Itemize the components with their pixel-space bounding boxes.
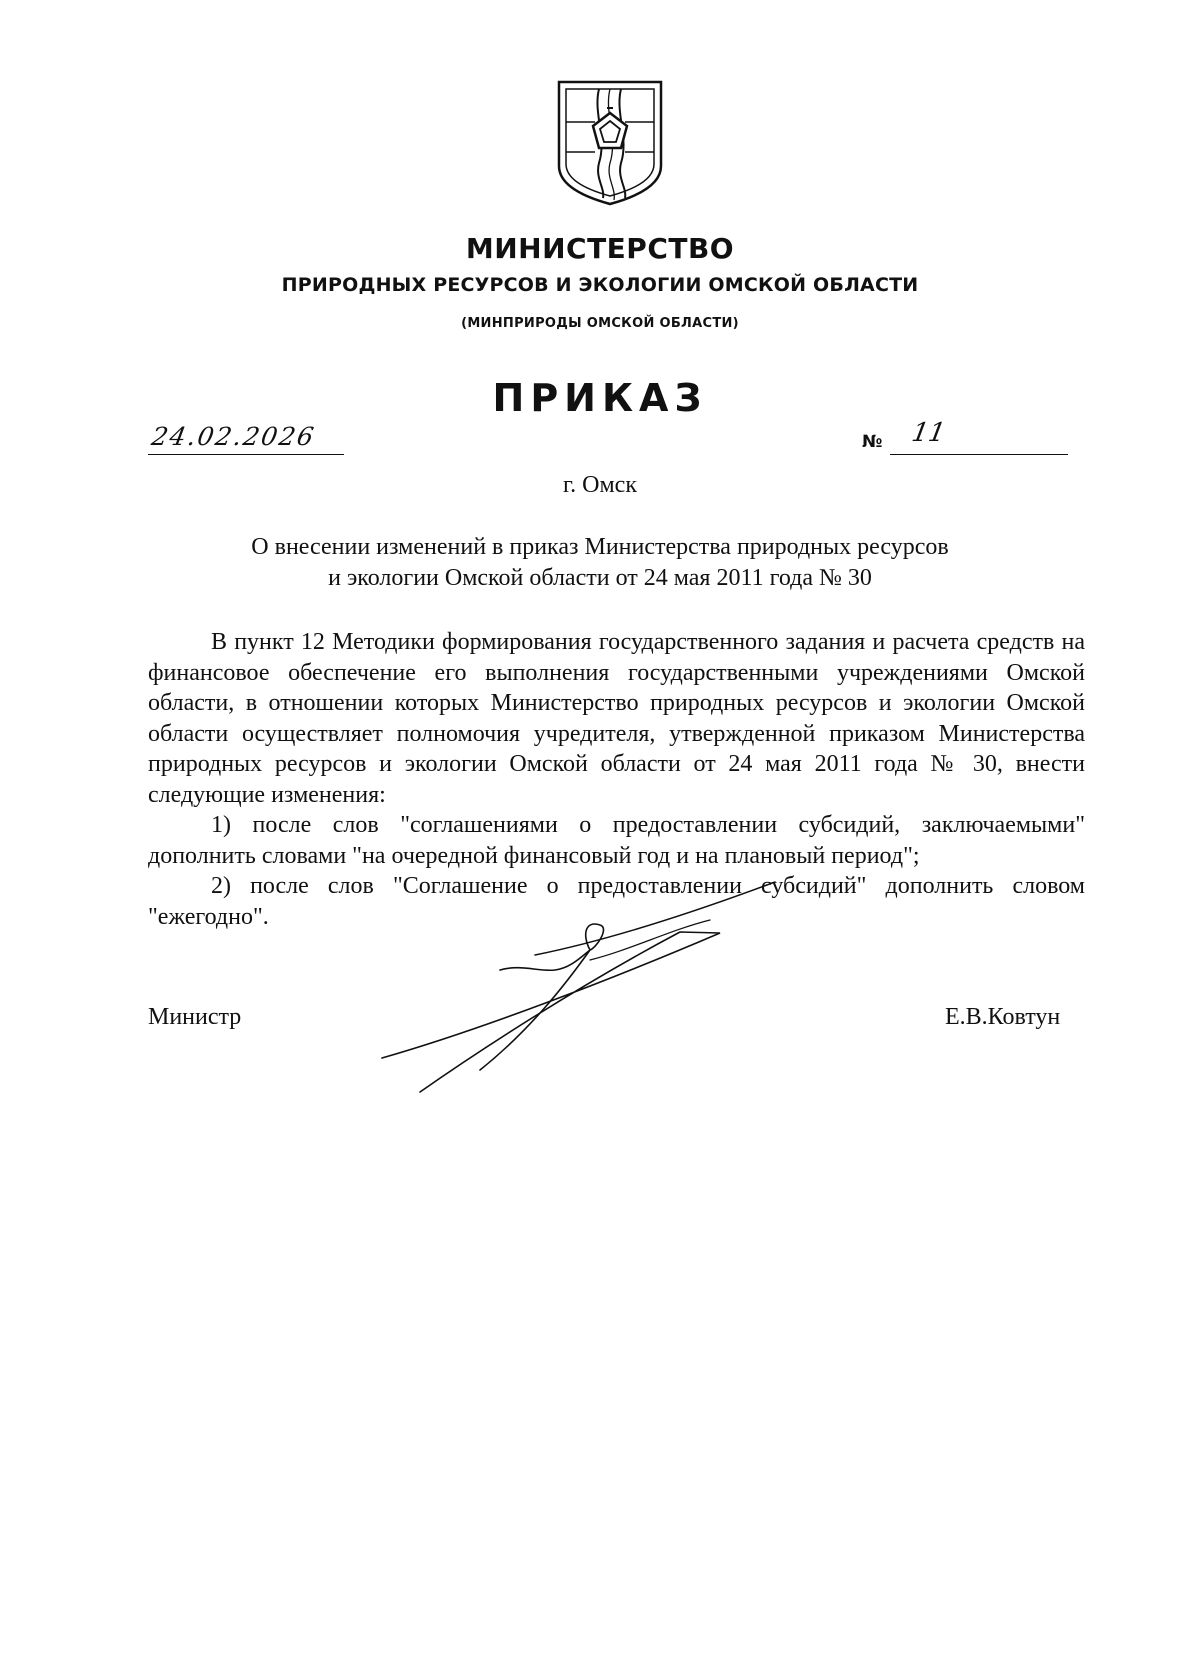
body-paragraph-item-1: 1) после слов "соглашениями о предоставлении субсидий, заключаемыми" дополнить словами "на очередной финансовый год и на плановый период"; bbox=[148, 812, 1085, 869]
subject-line-2: и экологии Омской области от 24 мая 2011 года № 30 bbox=[328, 565, 872, 591]
ministry-title: МИНИСТЕРСТВО bbox=[465, 232, 735, 265]
signer-title: Министр bbox=[148, 1004, 242, 1030]
coat-of-arms-emblem bbox=[555, 78, 665, 208]
body-paragraph-intro: В пункт 12 Методики формирования государственного задания и расчета средств на финансовое обеспечение его выполнения государственными учреждениями Омской области, в отношении которых Министерство природных ресурсов и экологии Омской области осуществляет полномочия учредителя, утвержденной приказом Министерства природных ресурсов и экологии Омской области от 24 мая 2011 года № 30, внести следующие изменения: bbox=[148, 629, 1085, 808]
order-city: г. Омск bbox=[563, 472, 637, 498]
ministry-short-name: (МИНПРИРОДЫ ОМСКОЙ ОБЛАСТИ) bbox=[461, 316, 739, 331]
order-date: 24.02.2026 bbox=[149, 422, 318, 451]
ministry-subtitle: ПРИРОДНЫХ РЕСУРСОВ И ЭКОЛОГИИ ОМСКОЙ ОБЛАСТИ bbox=[281, 274, 919, 296]
signer-name: Е.В.Ковтун bbox=[945, 1004, 1061, 1030]
order-number: 11 bbox=[909, 418, 948, 448]
handwritten-signature bbox=[380, 880, 780, 1150]
body-paragraph-item-2: 2) после слов "Соглашение о предоставлении субсидий" дополнить словом "ежегодно". bbox=[148, 873, 1085, 930]
order-subject bbox=[200, 532, 1000, 594]
order-title: ПРИКАЗ bbox=[492, 376, 708, 420]
subject-line-1: О внесении изменений в приказ Министерства природных ресурсов bbox=[251, 534, 949, 560]
number-underline bbox=[890, 454, 1068, 455]
date-underline bbox=[148, 454, 344, 455]
order-number-label: № bbox=[862, 432, 883, 452]
